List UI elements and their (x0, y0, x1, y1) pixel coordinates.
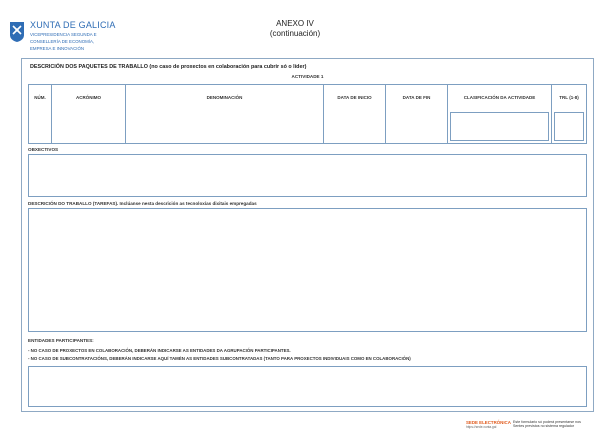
footer-url: https://sede.xunta.gal (466, 425, 497, 429)
column-num (29, 85, 51, 143)
column-header-clasificacion: CLASIFICACIÓN DA ACTIVIDADE (463, 95, 536, 100)
logo-sub-line-1: VICEPRESIDENCIA SEGUNDA E (30, 32, 97, 37)
work-package-table (28, 84, 587, 144)
footer-note-line-1: Este formulario só poderá presentarse nos (513, 420, 581, 424)
logo-main-text: XUNTA DE GALICIA (30, 20, 116, 30)
description-label: DESCRICIÓN DO TRABALLO (TAREFAS). Inclúanse nesta descrición as tecnoloxías dixitais empregadas (28, 201, 257, 206)
logo-sub-line-2: CONSELLERÍA DE ECONOMÍA, (30, 39, 95, 44)
xunta-emblem-icon (8, 21, 26, 43)
column-header-data-fin: DATA DE FIN (402, 95, 431, 100)
annex-subtitle: (continuación) (269, 29, 321, 38)
column-header-denominacion: DENOMINACIÓN (206, 95, 243, 100)
annex-heading (200, 19, 390, 39)
entities-note-subcontracting: - NO CASO DE SUBCONTRATACIÓNS, DEBERÁN INDICARSE AQUÍ TAMÉN AS ENTIDADES SUBCONTRATADAS (TANTO PARA PROXECTOS INDIVIDUAIS COMO EN COLABORACIÓN) (28, 356, 411, 361)
column-clasificacion (447, 85, 551, 143)
column-trl (551, 85, 586, 143)
footer-note (513, 420, 613, 429)
activity-label: ACTIVIDADE 1 (291, 74, 324, 79)
column-header-num: NÚM. (34, 95, 46, 100)
column-acronimo (51, 85, 125, 143)
column-header-acronimo: ACRÓNIMO (76, 95, 101, 100)
form-frame (21, 58, 594, 412)
document-header (0, 0, 615, 58)
objectives-label: OBXECTIVOS (28, 147, 59, 152)
logo-sub-line-3: EMPRESA E INNOVACIÓN (30, 46, 85, 51)
sede-electronica-logo: SEDE ELECTRÓNICA (466, 420, 511, 425)
column-data-fin (385, 85, 447, 143)
entities-note-collaboration: - NO CASO DE PROXECTOS EN COLABORACIÓN, DEBERÁN INDICARSE AS ENTIDADES DA AGRUPACIÓN PARTICIPANTES. (28, 348, 291, 353)
description-field[interactable] (28, 208, 587, 332)
annex-title: ANEXO IV (276, 19, 314, 28)
xunta-logo (8, 20, 138, 56)
footer-note-line-2: Sentes previstos no sistema regulador (513, 424, 575, 429)
trl-input[interactable] (554, 112, 584, 141)
column-header-trl: TRL (1-8) (559, 95, 579, 100)
objectives-field[interactable] (28, 154, 587, 197)
entities-field[interactable] (28, 366, 587, 407)
column-denominacion (125, 85, 323, 143)
entities-label: ENTIDADES PARTICIPANTES: (28, 338, 94, 343)
column-header-data-inicio: DATA DE INICIO (337, 95, 372, 100)
section-title: DESCRICIÓN DOS PAQUETES DE TRABALLO (no caso de proxectos en colaboración para cubrir só o líder) (30, 64, 307, 70)
column-data-inicio (323, 85, 385, 143)
clasificacion-input[interactable] (450, 112, 549, 141)
document-footer (466, 420, 611, 434)
